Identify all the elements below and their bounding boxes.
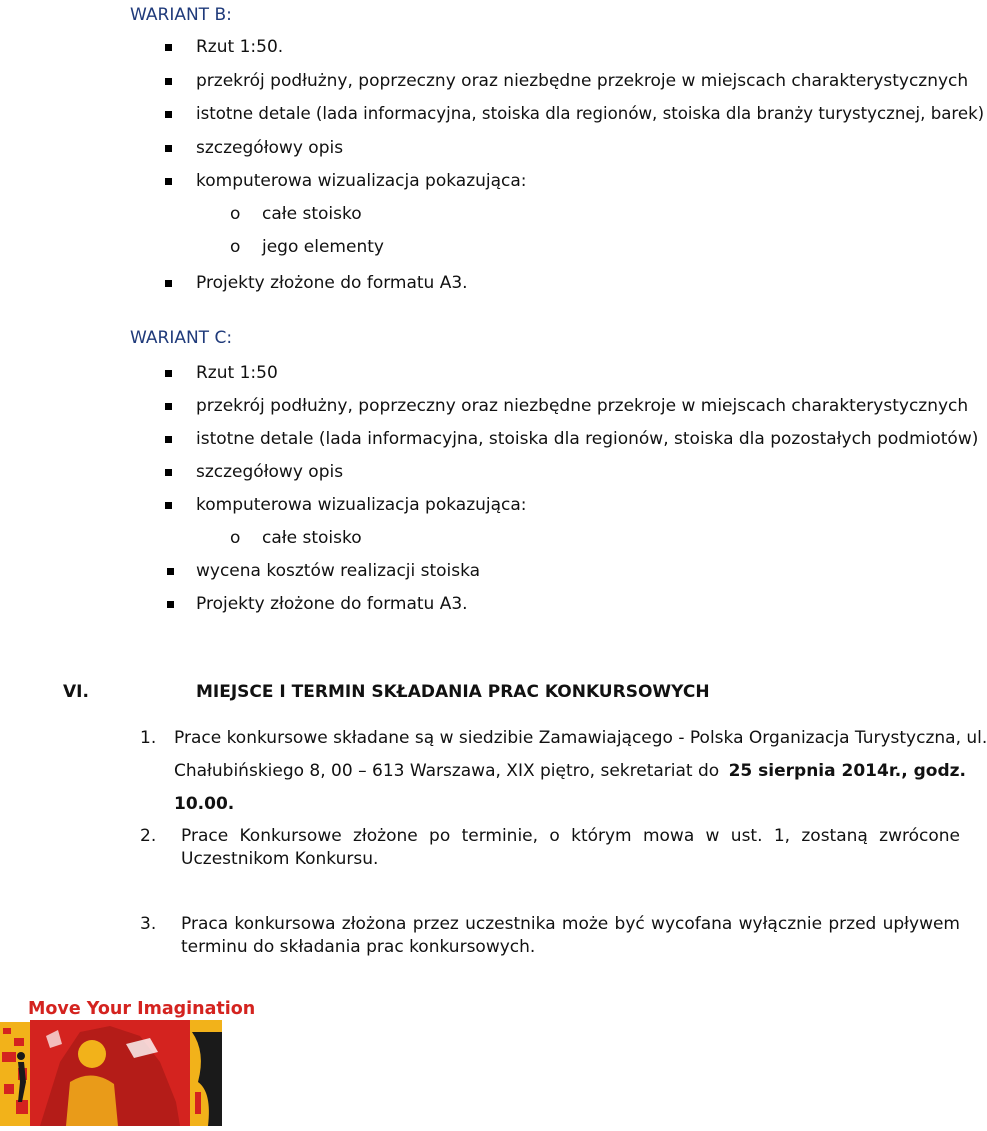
- logo-graphic: [0, 992, 256, 1126]
- section-title: MIEJSCE I TERMIN SKŁADANIA PRAC KONKURSOWYCH: [196, 682, 710, 702]
- point-text-line: Prace Konkursowe złożone po terminie, o którym mowa w ust. 1, zostaną zwrócone: [181, 826, 960, 846]
- logo-text: Move Your Imagination: [28, 999, 256, 1019]
- deadline-date: 25 sierpnia 2014r., godz.: [728, 761, 966, 781]
- circle-bullet-icon: o: [230, 528, 241, 548]
- point-text-line: terminu do składania prac konkursowych.: [181, 937, 536, 957]
- point-number: 3.: [140, 914, 157, 934]
- list-item: istotne detale (lada informacyjna, stoiska dla regionów, stoiska dla branży turystycznej, barek): [196, 104, 985, 123]
- list-item: istotne detale (lada informacyjna, stoiska dla regionów, stoiska dla pozostałych podmiotów): [196, 429, 979, 449]
- variant-b-heading: WARIANT B:: [130, 5, 232, 25]
- point-number: 1.: [140, 728, 157, 748]
- square-bullet-icon: [165, 44, 172, 51]
- list-item: szczegółowy opis: [196, 462, 344, 482]
- square-bullet-icon: [165, 436, 172, 443]
- list-item: Projekty złożone do formatu A3.: [196, 594, 468, 614]
- square-bullet-icon: [165, 111, 172, 118]
- point-text-line: [174, 761, 966, 781]
- point-number: 2.: [140, 826, 157, 846]
- point-text-line: Uczestnikom Konkursu.: [181, 849, 379, 869]
- square-bullet-icon: [165, 502, 172, 509]
- square-bullet-icon: [165, 280, 172, 287]
- circle-bullet-icon: o: [230, 237, 241, 257]
- square-bullet-icon: [165, 370, 172, 377]
- square-bullet-icon: [165, 78, 172, 85]
- point-text-line: Prace konkursowe składane są w siedzibie Zamawiającego - Polska Organizacja Turystyczna, ul.: [174, 728, 987, 748]
- square-bullet-icon: [165, 403, 172, 410]
- sub-list-item: całe stoisko: [262, 204, 362, 224]
- square-bullet-icon: [167, 601, 174, 608]
- point-text-line: Praca konkursowa złożona przez uczestnika może być wycofana wyłącznie przed upływem: [181, 914, 960, 934]
- list-item: Projekty złożone do formatu A3.: [196, 273, 468, 293]
- square-bullet-icon: [167, 568, 174, 575]
- list-item: szczegółowy opis: [196, 138, 344, 158]
- section-number: VI.: [63, 682, 89, 702]
- deadline-time: 10.00.: [174, 794, 235, 814]
- list-item: Rzut 1:50: [196, 363, 278, 383]
- circle-bullet-icon: o: [230, 204, 241, 224]
- list-item: komputerowa wizualizacja pokazująca:: [196, 171, 527, 191]
- variant-c-heading: WARIANT C:: [130, 328, 233, 348]
- list-item: komputerowa wizualizacja pokazująca:: [196, 495, 527, 515]
- point-text: Chałubińskiego 8, 00 – 613 Warszawa, XIX piętro, sekretariat do: [174, 761, 725, 781]
- list-item: przekrój podłużny, poprzeczny oraz niezbędne przekroje w miejscach charakterystycznych: [196, 71, 969, 91]
- list-item: Rzut 1:50.: [196, 37, 284, 57]
- list-item: przekrój podłużny, poprzeczny oraz niezbędne przekroje w miejscach charakterystycznych: [196, 396, 969, 416]
- list-item: wycena kosztów realizacji stoiska: [196, 561, 481, 581]
- square-bullet-icon: [165, 145, 172, 152]
- move-your-imagination-logo: [0, 992, 256, 1126]
- sub-list-item: jego elementy: [262, 237, 384, 257]
- square-bullet-icon: [165, 178, 172, 185]
- sub-list-item: całe stoisko: [262, 528, 362, 548]
- square-bullet-icon: [165, 469, 172, 476]
